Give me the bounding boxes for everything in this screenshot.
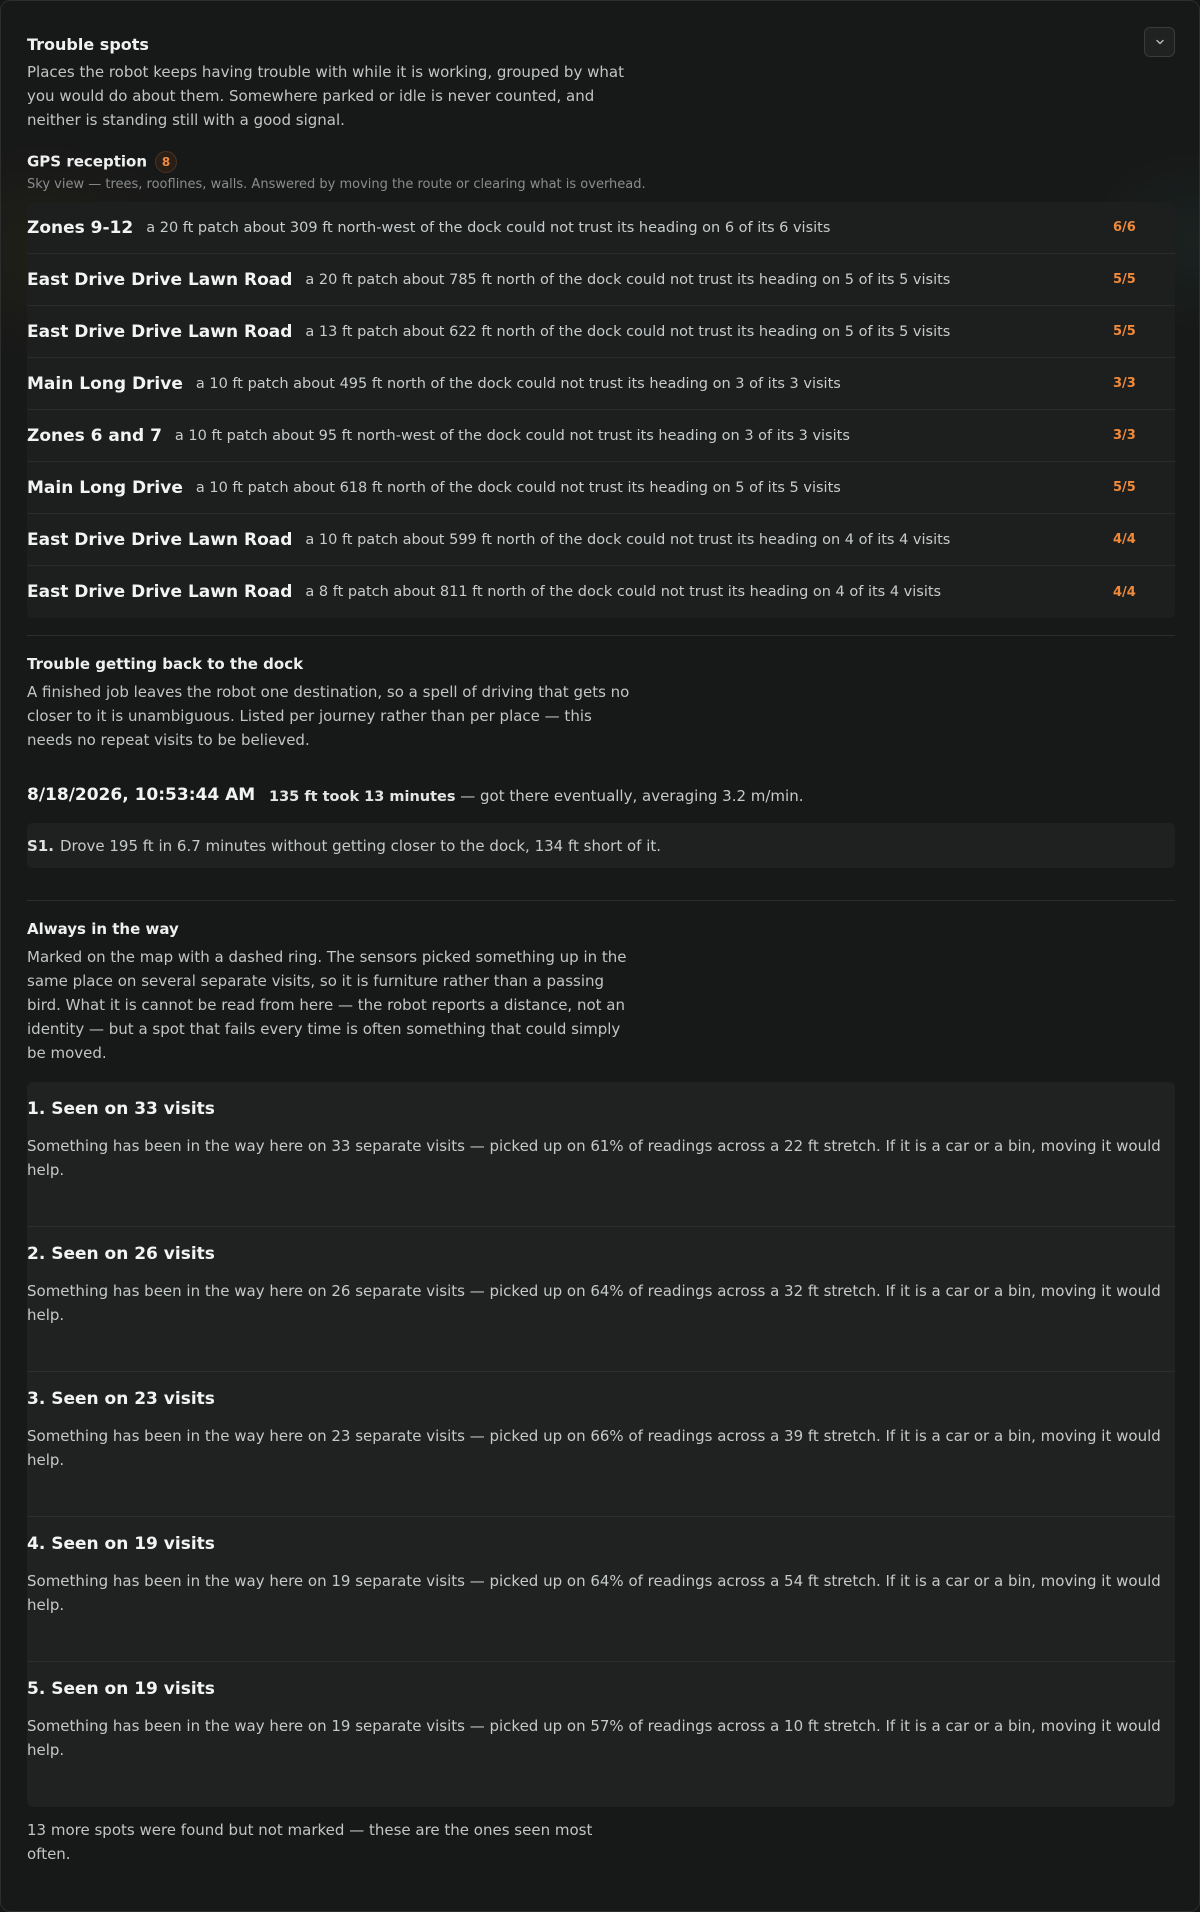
obstacle-title: 5. Seen on 19 visits: [27, 1679, 215, 1699]
gps-place: Main Long Drive: [27, 477, 183, 498]
gps-row[interactable]: [27, 410, 1175, 462]
obstacle-text: Something has been in the way here on 19 separate visits — picked up on 57% of readings across a 10 ft stretch. If it is a car or a bin, moving it would help.: [27, 1717, 1161, 1759]
gps-row[interactable]: [27, 566, 1175, 618]
stall-label: S1.: [27, 836, 54, 855]
dock-section-title: Trouble getting back to the dock: [27, 655, 304, 673]
gps-detail: a 20 ft patch about 309 ft north-west of the dock could not trust its heading on 6 of its 6 visits: [146, 219, 831, 236]
gps-detail: a 10 ft patch about 618 ft north of the dock could not trust its heading on 5 of its 5 visits: [195, 479, 841, 496]
gps-place: East Drive Drive Lawn Road: [27, 529, 293, 550]
gps-ratio: 6/6: [1113, 220, 1136, 235]
obstacles-section-description: Marked on the map with a dashed ring. The sensors picked something up in the same place on several separate visits, so it is furniture rather than a passing bird. What it is cannot be read from here — the robot reports a distance, not an identity — but a spot that fails every time is often something that could simply be moved.: [27, 948, 627, 1062]
obstacle-card[interactable]: [27, 1082, 1175, 1227]
gps-row[interactable]: [27, 202, 1175, 254]
stall-item[interactable]: [27, 823, 1175, 868]
gps-section-note: Sky view — trees, rooflines, walls. Answered by moving the route or clearing what is overhead.: [27, 177, 646, 192]
section-divider: [27, 900, 1175, 901]
obstacle-title: 3. Seen on 23 visits: [27, 1389, 215, 1409]
gps-place: East Drive Drive Lawn Road: [27, 269, 293, 290]
gps-ratio: 3/3: [1113, 376, 1136, 391]
gps-ratio: 4/4: [1113, 532, 1136, 547]
gps-place: Zones 6 and 7: [27, 425, 162, 446]
gps-section-title: [27, 151, 177, 173]
obstacle-text: Something has been in the way here on 33 separate visits — picked up on 61% of readings across a 22 ft stretch. If it is a car or a bin, moving it would help.: [27, 1137, 1161, 1179]
gps-ratio: 5/5: [1113, 324, 1136, 339]
gps-ratio: 5/5: [1113, 272, 1136, 287]
gps-ratio: 5/5: [1113, 480, 1136, 495]
page-description: Places the robot keeps having trouble with while it is working, grouped by what you would do about them. Somewhere parked or idle is never counted, and neither is standing still with a good signal.: [27, 63, 624, 129]
gps-place: East Drive Drive Lawn Road: [27, 582, 293, 602]
gps-place: East Drive Drive Lawn Road: [27, 321, 293, 342]
obstacle-card[interactable]: [27, 1227, 1175, 1372]
gps-place: Main Long Drive: [27, 373, 183, 394]
obstacle-title: 2. Seen on 26 visits: [27, 1244, 215, 1264]
journey-summary: [269, 787, 804, 805]
obstacle-text: Something has been in the way here on 19 separate visits — picked up on 64% of readings across a 54 ft stretch. If it is a car or a bin, moving it would help.: [27, 1572, 1161, 1614]
obstacle-list: [27, 1082, 1175, 1807]
gps-row[interactable]: [27, 306, 1175, 358]
obstacles-section-title: Always in the way: [27, 920, 179, 938]
obstacles-footer-note: 13 more spots were found but not marked — these are the ones seen most often.: [27, 1821, 593, 1863]
gps-detail: a 13 ft patch about 622 ft north of the dock could not trust its heading on 5 of its 5 visits: [305, 323, 951, 340]
gps-detail: a 10 ft patch about 495 ft north of the dock could not trust its heading on 3 of its 3 visits: [195, 375, 841, 392]
gps-row[interactable]: [27, 254, 1175, 306]
collapse-button[interactable]: [1144, 27, 1175, 57]
stall-text: Drove 195 ft in 6.7 minutes without getting closer to the dock, 134 ft short of it.: [59, 836, 662, 855]
chevron-down-icon: [1154, 36, 1166, 48]
gps-trouble-list: [27, 202, 1175, 618]
gps-detail: a 20 ft patch about 785 ft north of the dock could not trust its heading on 5 of its 5 visits: [305, 271, 951, 288]
journey-date: 8/18/2026, 10:53:44 AM: [27, 785, 256, 805]
obstacle-card[interactable]: [27, 1372, 1175, 1517]
obstacle-card[interactable]: [27, 1517, 1175, 1662]
journey-summary-bold: 135 ft took 13 minutes: [269, 789, 456, 805]
gps-place: Zones 9-12: [27, 217, 134, 238]
gps-count-badge: 8: [155, 151, 177, 173]
obstacle-title: 1. Seen on 33 visits: [27, 1099, 215, 1119]
gps-detail: a 10 ft patch about 599 ft north of the dock could not trust its heading on 4 of its 4 visits: [305, 531, 951, 548]
gps-row[interactable]: [27, 358, 1175, 410]
gps-row[interactable]: [27, 514, 1175, 566]
page-title: Trouble spots: [27, 35, 149, 54]
section-divider: [27, 635, 1175, 636]
gps-detail: a 8 ft patch about 811 ft north of the dock could not trust its heading on 4 of its 4 visits: [305, 584, 942, 600]
gps-row[interactable]: [27, 462, 1175, 514]
dock-section-description: A finished job leaves the robot one destination, so a spell of driving that gets no closer to it is unambiguous. Listed per journey rather than per place — this needs no repeat visits to be believed.: [27, 683, 630, 749]
obstacle-text: Something has been in the way here on 26 separate visits — picked up on 64% of readings across a 32 ft stretch. If it is a car or a bin, moving it would help.: [27, 1282, 1161, 1324]
obstacle-text: Something has been in the way here on 23 separate visits — picked up on 66% of readings across a 39 ft stretch. If it is a car or a bin, moving it would help.: [27, 1427, 1161, 1469]
gps-detail: a 10 ft patch about 95 ft north-west of the dock could not trust its heading on 3 of its 3 visits: [174, 427, 850, 444]
journey-summary-rest: — got there eventually, averaging 3.2 m/min.: [455, 787, 804, 805]
obstacle-title: 4. Seen on 19 visits: [27, 1534, 215, 1554]
gps-section-label: GPS reception: [27, 152, 147, 171]
obstacle-card[interactable]: [27, 1662, 1175, 1807]
gps-ratio: 3/3: [1113, 428, 1136, 443]
gps-ratio: 4/4: [1113, 584, 1136, 600]
